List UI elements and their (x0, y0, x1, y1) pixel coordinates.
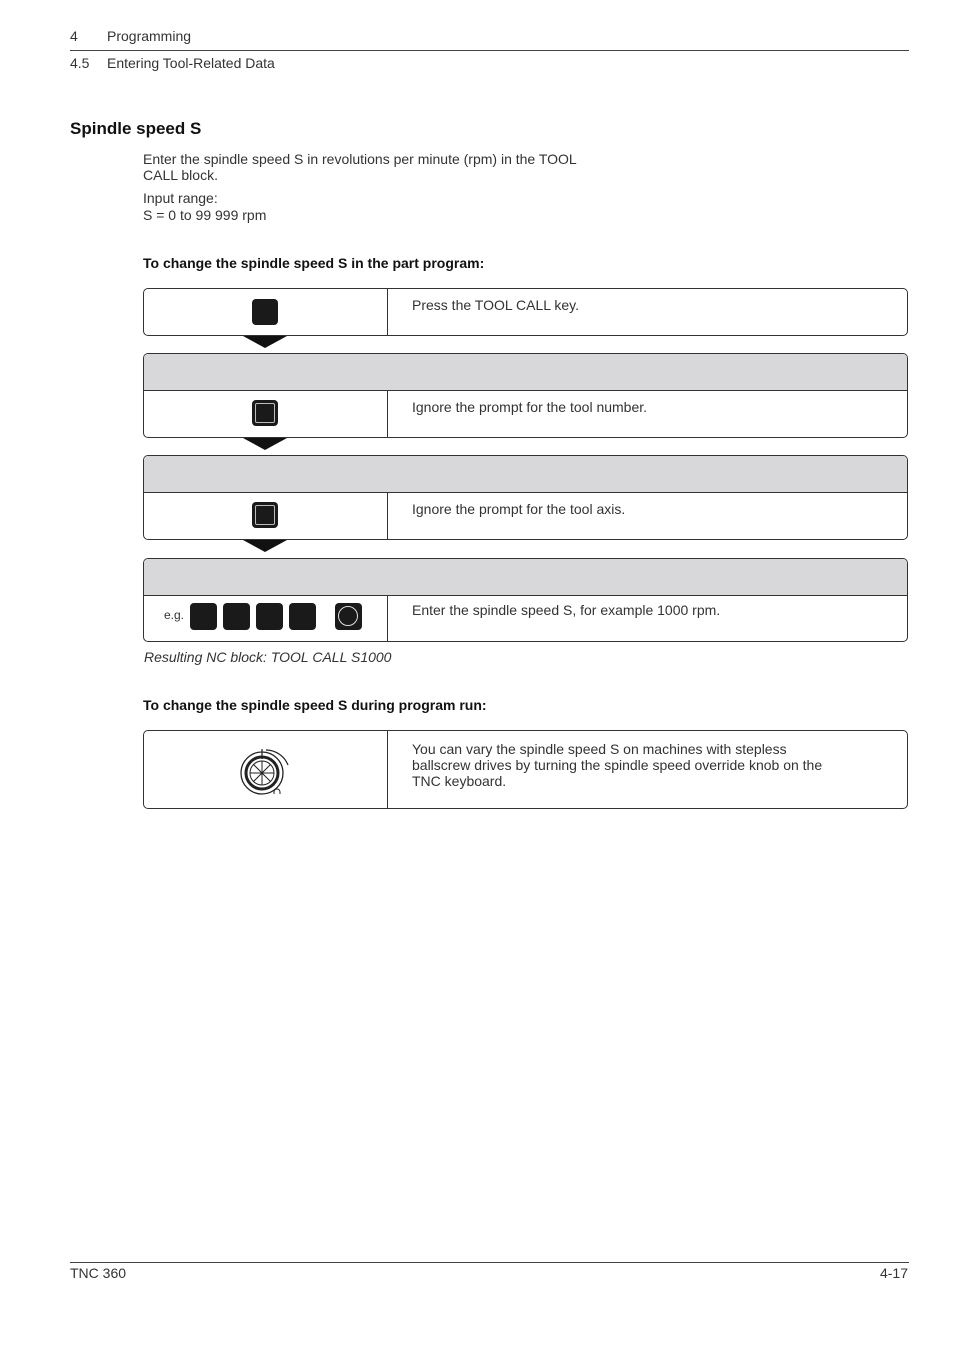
header-section-title: Entering Tool-Related Data (107, 55, 275, 71)
spindle-override-knob-icon (238, 747, 294, 797)
step-tool-axis (143, 455, 908, 540)
dialog-prompt-bar (144, 354, 907, 391)
footer-rule (70, 1262, 909, 1263)
intro-line-1: Enter the spindle speed S in revolutions per minute (rpm) in the TOOL (143, 151, 577, 167)
step-3-text: Ignore the prompt for the tool axis. (412, 501, 626, 517)
header-chapter-title: Programming (107, 28, 192, 44)
step-key-cell (144, 391, 388, 437)
dialog-prompt-bar (144, 456, 907, 493)
page-number: 4-17 (879, 1265, 908, 1281)
example-label: e.g. (164, 608, 185, 622)
resulting-nc-block: Resulting NC block: TOOL CALL S1000 (144, 649, 392, 665)
step-key-cell (144, 596, 388, 641)
override-text-line-3: TNC keyboard. (412, 773, 507, 789)
end-key-icon (335, 603, 362, 630)
step-tool-number (143, 353, 908, 438)
step-override-knob (143, 730, 908, 809)
dialog-prompt-bar (144, 559, 907, 596)
input-range-label: Input range: (143, 190, 218, 206)
intro-line-2: CALL block. (143, 167, 218, 183)
step-2-text: Ignore the prompt for the tool number. (412, 399, 648, 415)
step-spindle-speed (143, 558, 908, 642)
header-section-number: 4.5 (70, 55, 90, 71)
override-text-line-1: You can vary the spindle speed S on machines with stepless (412, 741, 787, 757)
step-1-text: Press the TOOL CALL key. (412, 297, 580, 313)
flow-arrow-icon (243, 336, 287, 348)
number-key-1-icon (190, 603, 217, 630)
number-key-0-icon (256, 603, 283, 630)
part-program-heading: To change the spindle speed S in the part program: (143, 255, 485, 271)
no-ent-key-icon (252, 400, 278, 426)
header-chapter-number: 4 (70, 28, 78, 44)
step-key-cell (144, 731, 388, 808)
number-key-0-icon (223, 603, 250, 630)
header-rule (70, 50, 909, 51)
input-range-value: S = 0 to 99 999 rpm (143, 207, 267, 223)
tool-call-key-icon (252, 299, 278, 325)
program-run-heading: To change the spindle speed S during program run: (143, 697, 487, 713)
number-key-0-icon (289, 603, 316, 630)
step-tool-call (143, 288, 908, 336)
override-text-line-2: ballscrew drives by turning the spindle speed override knob on the (412, 757, 823, 773)
step-4-text: Enter the spindle speed S, for example 1000 rpm. (412, 602, 721, 618)
step-key-cell (144, 289, 388, 335)
section-title: Spindle speed S (70, 119, 202, 138)
flow-arrow-icon (243, 540, 287, 552)
footer-model: TNC 360 (70, 1265, 127, 1281)
no-ent-key-icon (252, 502, 278, 528)
step-key-cell (144, 493, 388, 539)
flow-arrow-icon (243, 438, 287, 450)
